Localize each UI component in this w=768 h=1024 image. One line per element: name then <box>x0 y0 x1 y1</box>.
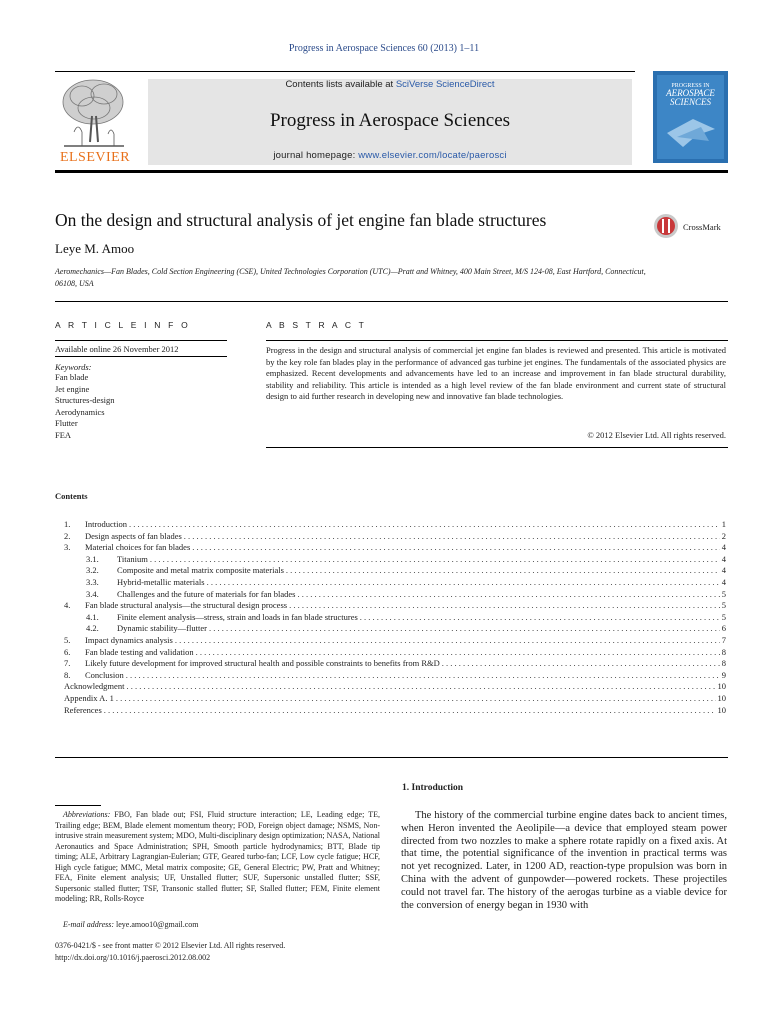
toc-entry-page[interactable]: 4 <box>721 565 726 576</box>
toc-leader-dots <box>184 531 720 543</box>
toc-leader-dots <box>192 542 719 554</box>
toc-entry-page[interactable]: 10 <box>717 692 726 703</box>
toc-entry[interactable] <box>64 647 726 659</box>
toc-entry-number: 4.2. <box>86 623 99 634</box>
toc-entry-number: 6. <box>64 646 71 657</box>
abstract-bottom-rule <box>266 447 728 448</box>
toc-leader-dots <box>286 565 720 577</box>
author-name[interactable]: Leye M. Amoo <box>55 241 135 256</box>
toc-entry-page[interactable]: 4 <box>721 576 726 587</box>
keywords-list <box>55 372 115 442</box>
elsevier-wordmark: ELSEVIER <box>59 150 131 165</box>
header-rule <box>55 71 635 72</box>
table-of-contents <box>64 519 726 716</box>
toc-entry-label[interactable]: Conclusion <box>85 669 124 680</box>
toc-entry[interactable] <box>64 519 726 531</box>
toc-entry[interactable] <box>64 693 726 705</box>
toc-entry-label[interactable]: Likely future development for improved structural health and possible constraints to benefits from R&D <box>85 658 440 669</box>
contents-prefix: Contents lists available at <box>285 79 396 90</box>
toc-entry-label[interactable]: Introduction <box>85 519 128 529</box>
toc-leader-dots <box>150 554 720 566</box>
toc-entry-label[interactable]: Material choices for fan blades <box>85 542 191 553</box>
toc-entry-page[interactable]: 5 <box>721 588 726 599</box>
toc-entry[interactable] <box>64 623 726 635</box>
toc-entry-label[interactable]: Fan blade structural analysis—the structural design process <box>85 600 288 611</box>
toc-entry[interactable] <box>64 658 726 670</box>
toc-entry-number: 3.2. <box>86 565 99 576</box>
toc-entry-label[interactable]: Titanium <box>117 553 148 564</box>
toc-entry-number: 2. <box>64 530 71 541</box>
toc-entry-page[interactable]: 9 <box>721 669 726 680</box>
article-title: On the design and structural analysis of jet engine fan blade structures <box>55 210 547 230</box>
toc-entry-label[interactable]: Challenges and the future of materials for fan blades <box>117 588 296 599</box>
abstract-heading: A B S T R A C T <box>266 320 367 330</box>
toc-entry-number: 4. <box>64 600 71 611</box>
cover-title-line-2: AEROSPACE <box>666 88 715 98</box>
toc-leader-dots <box>126 681 715 693</box>
toc-leader-dots <box>442 658 720 670</box>
footnote-rule <box>55 805 101 806</box>
contents-heading: Contents <box>55 491 88 501</box>
abbreviations-label: Abbreviations: <box>63 810 111 819</box>
toc-entry-number: 1. <box>64 519 71 529</box>
toc-entry-number: 8. <box>64 669 71 680</box>
toc-entry[interactable] <box>64 635 726 647</box>
toc-entry[interactable] <box>64 705 726 717</box>
journal-homepage-link[interactable]: www.elsevier.com/locate/paerosci <box>358 150 507 161</box>
section-divider <box>55 301 728 302</box>
toc-entry-label[interactable]: Design aspects of fan blades <box>85 530 182 541</box>
toc-entry-number: 7. <box>64 658 71 669</box>
toc-leader-dots <box>104 705 716 717</box>
journal-title: Progress in Aerospace Sciences <box>269 110 511 131</box>
copyright-notice: © 2012 Elsevier Ltd. All rights reserved. <box>587 430 726 440</box>
toc-leader-dots <box>126 670 720 682</box>
toc-entry-number: 4.1. <box>86 611 99 622</box>
introduction-text: The history of the commercial turbine engine dates back to ancient times, when Heron invented the Aeolipile—a device that employed steam power directed from two nozzles to make a sphere rotate rapidly on a fixed axis. At that time, the potential significance of the invention in practical terms was not yet recognized. Later, in 1200 AD, reaction-type propulsion was born in China with the advent of gunpowder—powered rockets. These projectiles could not travel far. The history of the aerogas turbine as a viable device for the conversion of energy began in 1930 with <box>401 810 727 911</box>
keyword-item: Structures-design <box>55 395 115 406</box>
toc-entry[interactable] <box>64 589 726 601</box>
toc-leader-dots <box>196 647 720 659</box>
abbreviations-footnote <box>55 810 380 905</box>
toc-entry-page[interactable]: 1 <box>721 519 726 529</box>
toc-entry-label[interactable]: Dynamic stability—flutter <box>117 623 207 634</box>
toc-entry-label[interactable]: Finite element analysis—stress, strain and loads in fan blade structures <box>117 611 358 622</box>
toc-leader-dots <box>297 589 719 601</box>
toc-entry-label[interactable]: Appendix A. 1 <box>64 692 114 703</box>
toc-entry-number: 3.4. <box>86 588 99 599</box>
issn-line: 0376-0421/$ - see front matter © 2012 Elsevier Ltd. All rights reserved. <box>55 941 286 950</box>
keyword-item: Jet engine <box>55 383 90 394</box>
toc-entry[interactable] <box>64 670 726 682</box>
toc-entry-page[interactable]: 8 <box>721 646 726 657</box>
toc-entry-page[interactable]: 8 <box>721 658 726 669</box>
toc-entry[interactable] <box>64 554 726 566</box>
toc-entry-page[interactable]: 6 <box>721 623 726 634</box>
journal-homepage-line <box>148 150 632 161</box>
toc-leader-dots <box>207 577 720 589</box>
keyword-item: Flutter <box>55 418 78 429</box>
toc-leader-dots <box>360 612 720 624</box>
toc-entry-page[interactable]: 2 <box>721 530 726 541</box>
toc-entry-number: 3. <box>64 542 71 553</box>
abbreviations-text: FBO, Fan blade out; FSI, Fluid structure interaction; LE, Leading edge; TE, Trailing edge; BEM, Blade element momentum theory; FOD, Foreign object damage; NSMS, Non-intrusive strain measurement system; MDO, Multi-disciplinary design optimization; NASA, National Aeronautics and Space Administration; SPH, Smooth particle hydrodynamics; BTT, Blade tip timing; ALE, Arbitrary Lagrangian-Eulerian; GTF, Geared turbo-fan; LCF, Low cycle fatigue; HCF, High cycle fatigue; MMC, Metal matrix composite; GE, General Electric; PW, Pratt and Whitney; FEA, Finite element analysis; UF, Unstalled flutter; SUF, Supersonic unstalled flutter; SSF, Supersonic stalled flutter; TSF, Transonic stalled flutter; SF, Stalled flutter; FEM, Finite element modeling; RR, Rolls-Royce <box>55 810 380 903</box>
available-online-date: Available online 26 November 2012 <box>55 344 179 354</box>
section-divider <box>55 757 728 758</box>
toc-entry-page[interactable]: 10 <box>717 681 726 692</box>
toc-entry-label[interactable]: Impact dynamics analysis <box>85 634 173 645</box>
toc-leader-dots <box>209 623 720 635</box>
toc-entry-label[interactable]: Fan blade testing and validation <box>85 646 194 657</box>
toc-entry[interactable] <box>64 531 726 543</box>
header-thick-rule <box>55 170 728 173</box>
toc-entry-label[interactable]: References <box>64 704 102 715</box>
toc-leader-dots <box>289 600 720 612</box>
toc-entry[interactable] <box>64 577 726 589</box>
email-footnote <box>63 920 199 929</box>
email-label: E-mail address: <box>63 920 115 929</box>
doi-link[interactable]: http://dx.doi.org/10.1016/j.paerosci.2012.08.002 <box>55 953 211 962</box>
article-info-rule-2 <box>55 356 227 357</box>
crossmark-label: CrossMark <box>683 222 721 232</box>
toc-entry[interactable] <box>64 612 726 624</box>
toc-entry-label[interactable]: Hybrid-metallic materials <box>117 576 205 587</box>
article-info-heading: A R T I C L E I N F O <box>55 320 191 330</box>
keyword-item: Aerodynamics <box>55 406 105 417</box>
toc-entry-page[interactable]: 5 <box>721 611 726 622</box>
toc-entry[interactable] <box>64 542 726 554</box>
toc-entry-page[interactable]: 4 <box>721 553 726 564</box>
toc-leader-dots <box>175 635 720 647</box>
toc-entry-page[interactable]: 4 <box>721 542 726 553</box>
keyword-item: Fan blade <box>55 372 89 382</box>
article-info-rule <box>55 340 227 341</box>
cover-title-line-1: PROGRESS IN <box>671 83 710 89</box>
sciencedirect-link[interactable]: SciVerse ScienceDirect <box>395 79 495 90</box>
introduction-heading: 1. Introduction <box>402 783 464 793</box>
toc-entry-label[interactable]: Composite and metal matrix composite materials <box>117 565 284 576</box>
toc-entry[interactable] <box>64 681 726 693</box>
toc-entry[interactable] <box>64 600 726 612</box>
crossmark-badge[interactable] <box>653 211 729 241</box>
abstract-rule <box>266 340 728 341</box>
keyword-item: FEA <box>55 429 72 440</box>
toc-entry-number: 5. <box>64 634 71 645</box>
toc-entry-page[interactable]: 7 <box>721 634 726 645</box>
author-affiliation: Aeromechanics—Fan Blades, Cold Section Engineering (CSE), United Technologies Corporation (UTC)—Pratt and Whitney, 400 Main Street, M/S 124-08, East Hartford, Connecticut, 06108, USA <box>55 267 646 288</box>
toc-entry-label[interactable]: Acknowledgment <box>64 681 125 692</box>
keywords-label: Keywords: <box>55 362 92 372</box>
cover-title-line-3: SCIENCES <box>669 97 712 107</box>
email-address[interactable]: leye.amoo10@gmail.com <box>114 920 199 929</box>
homepage-prefix: journal homepage: <box>273 150 359 161</box>
toc-leader-dots <box>129 519 720 531</box>
abstract-text: Progress in the design and structural analysis of commercial jet engine fan blades is reviewed and presented. This article is motivated by the key role fan blades play in the performance of advanced gas turbine jet engines. The fundamentals of the associated physics are emphasized. Recent developments and advancements have led to an increase and improvement in fan blade structural durability, stability and reliability. This article is intended as a high level review of the fan blade environment and current state of structural design to aid further research in developing new and innovative fan blade technologies. <box>266 345 726 401</box>
contents-available-line <box>148 79 632 90</box>
toc-entry-number: 3.3. <box>86 576 99 587</box>
toc-entry-page[interactable]: 10 <box>717 704 726 715</box>
journal-cover-image[interactable] <box>653 71 728 163</box>
journal-reference[interactable]: Progress in Aerospace Sciences 60 (2013) 1–11 <box>288 43 480 54</box>
toc-entry[interactable] <box>64 565 726 577</box>
toc-entry-page[interactable]: 5 <box>721 600 726 611</box>
toc-leader-dots <box>116 693 716 705</box>
toc-entry-number: 3.1. <box>86 553 99 564</box>
